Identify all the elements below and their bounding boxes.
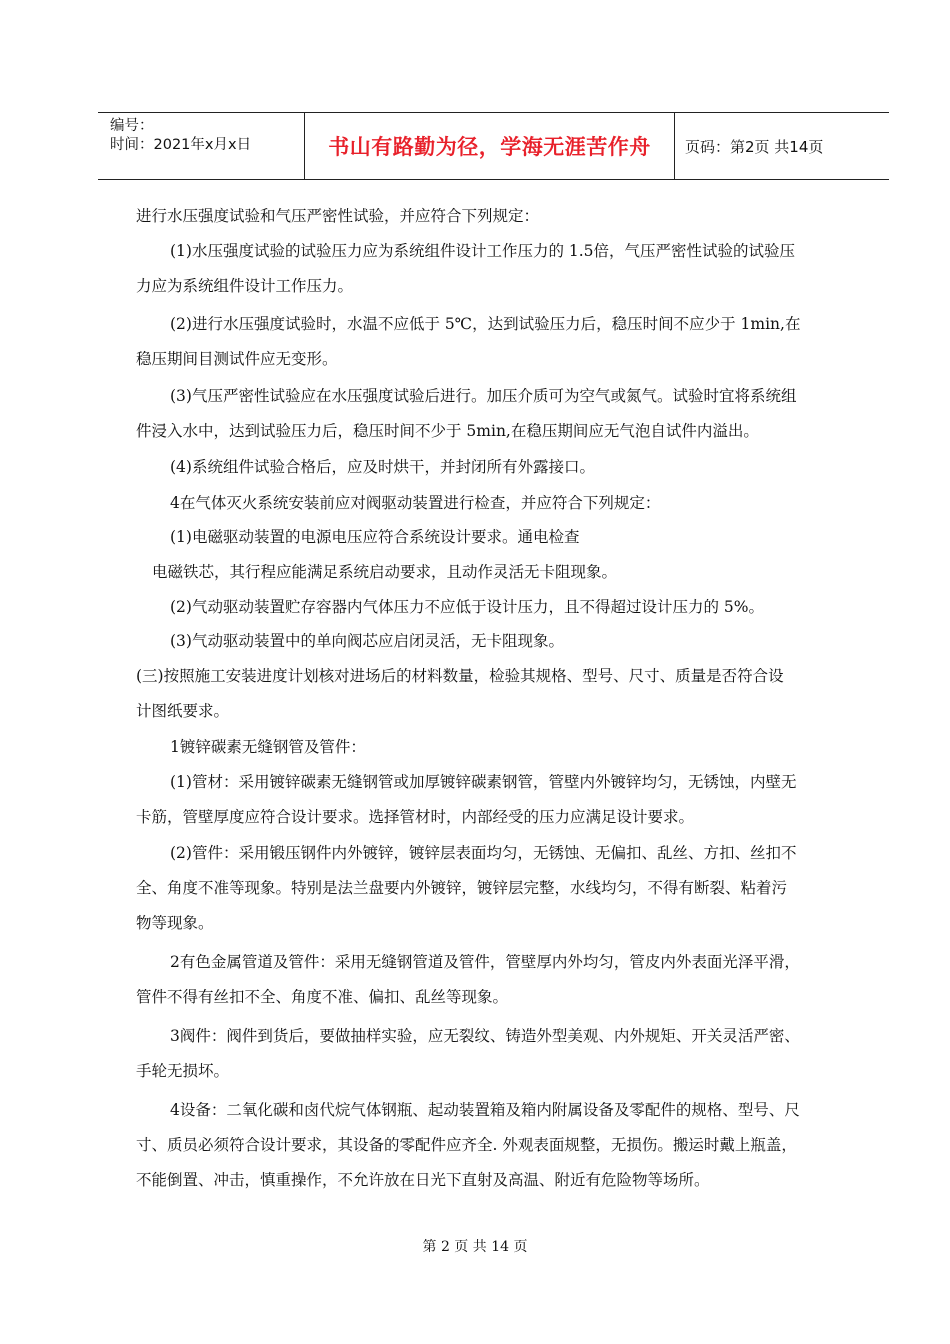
body-line: 力应为系统组件设计工作压力。 <box>136 277 354 295</box>
body-line: 稳压期间目测试件应无变形。 <box>136 350 338 368</box>
body-line: (2)进行水压强度试验时，水温不应低于 5℃，达到试验压力后，稳压时间不应少于 1min,在 <box>170 315 801 333</box>
body-line: 全、角度不准等现象。特别是法兰盘要内外镀锌，镀锌层完整，水线均匀，不得有断裂、粘着污 <box>136 879 788 897</box>
body-line: (4)系统组件试验合格后，应及时烘干，并封闭所有外露接口。 <box>170 458 595 476</box>
body-line: 1镀锌碳素无缝钢管及管件： <box>170 738 366 756</box>
page-footer <box>0 1236 950 1256</box>
body-line: (1)水压强度试验的试验压力应为系统组件设计工作压力的 1.5倍，气压严密性试验的试验压 <box>170 242 796 260</box>
body-line: 计图纸要求。 <box>136 702 230 720</box>
header-meta-cell <box>98 113 304 179</box>
header-motto-cell <box>304 113 675 179</box>
body-line: 卡筋，管壁厚度应符合设计要求。选择管材时，内部经受的压力应满足设计要求。 <box>136 808 695 826</box>
body-line: 手轮无损坏。 <box>136 1062 230 1080</box>
header-table <box>98 112 889 180</box>
body-line: 4在气体灭火系统安装前应对阀驱动装置进行检查，并应符合下列规定： <box>170 494 661 512</box>
page-info: 页码：第2页 共14页 <box>685 137 824 156</box>
time-label: 时间：2021年x月x日 <box>110 137 252 153</box>
body-line: (1)管材：采用镀锌碳素无缝钢管或加厚镀锌碳素钢管，管壁内外镀锌均匀，无锈蚀，内壁无 <box>170 773 797 791</box>
motto-text: 书山有路勤为径，学海无涯苦作舟 <box>328 135 651 159</box>
body-line: (2)管件：采用锻压钢件内外镀锌，镀锌层表面均匀，无锈蚀、无偏扣、乱丝、方扣、丝扣不 <box>170 844 797 862</box>
body-line: 4设备：二氧化碳和卤代烷气体钢瓶、起动装置箱及箱内附属设备及零配件的规格、型号、尺 <box>170 1101 800 1119</box>
body-line: 进行水压强度试验和气压严密性试验，并应符合下列规定： <box>136 207 540 225</box>
header-page-cell <box>675 113 889 179</box>
body-line: 管件不得有丝扣不全、角度不准、偏扣、乱丝等现象。 <box>136 988 509 1006</box>
body-line: 不能倒置、冲击，慎重操作，不允许放在日光下直射及高温、附近有危险物等场所。 <box>136 1171 710 1189</box>
body-line: (2)气动驱动装置贮存容器内气体压力不应低于设计压力，且不得超过设计压力的 5%。 <box>170 598 764 616</box>
footer-page-number: 第 2 页 共 14 页 <box>422 1239 528 1255</box>
body-line: 件浸入水中，达到试验压力后，稳压时间不少于 5min,在稳压期间应无气泡自试件内溢出。 <box>136 422 759 440</box>
serial-label: 编号： <box>110 118 154 134</box>
body-line: (1)电磁驱动装置的电源电压应符合系统设计要求。通电检查 <box>170 528 580 546</box>
body-line: (3)气动驱动装置中的单向阀芯应启闭灵活，无卡阻现象。 <box>170 632 564 650</box>
body-line: (3)气压严密性试验应在水压强度试验后进行。加压介质可为空气或氮气。试验时宜将系统组 <box>170 387 797 405</box>
body-line: 寸、质员必须符合设计要求，其设备的零配件应齐全. 外观表面规整，无损伤。搬运时戴上瓶盖， <box>136 1136 797 1154</box>
body-line: (三)按照施工安装进度计划核对进场后的材料数量，检验其规格、型号、尺寸、质量是否符合设 <box>136 667 784 685</box>
body-line: 2有色金属管道及管件：采用无缝钢管道及管件，管壁厚内外均匀，管皮内外表面光泽平滑， <box>170 953 800 971</box>
body-line: 物等现象。 <box>136 914 214 932</box>
body-line: 电磁铁芯，其行程应能满足系统启动要求，且动作灵活无卡阻现象。 <box>152 563 618 581</box>
body-line: 3阀件：阀件到货后，要做抽样实验，应无裂纹、铸造外型美观、内外规矩、开关灵活严密、 <box>170 1027 800 1045</box>
